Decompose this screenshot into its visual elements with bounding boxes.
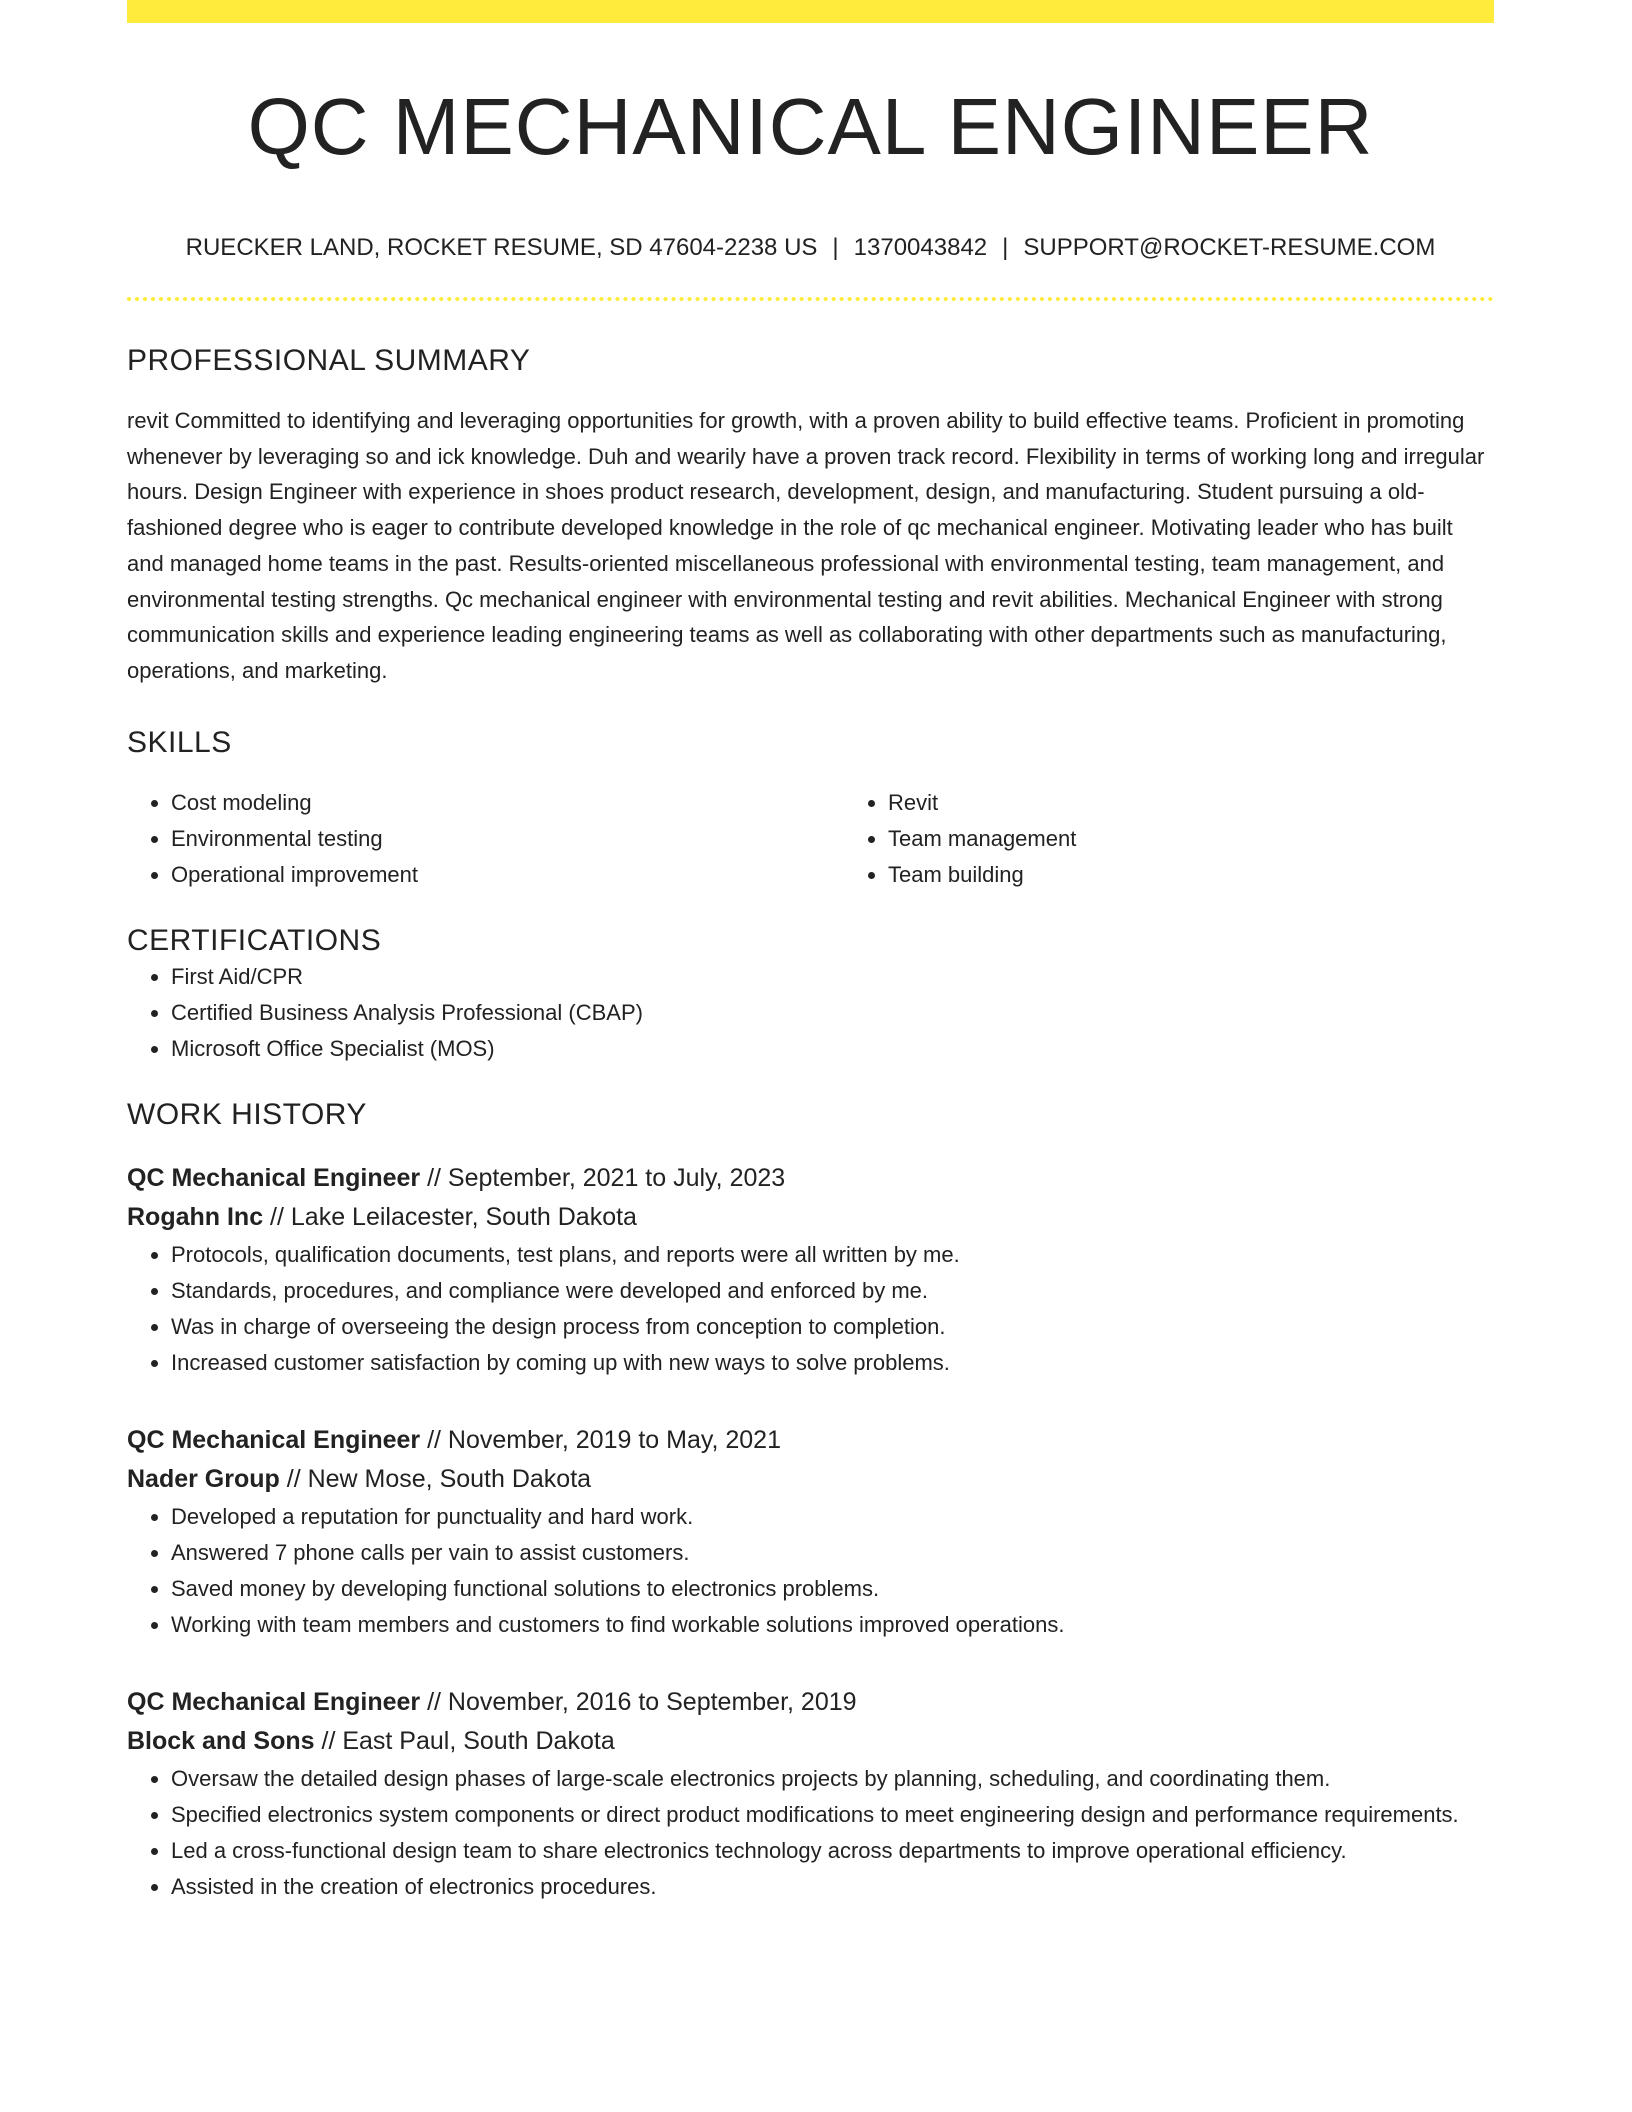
job-dates: // September, 2021 to July, 2023 — [420, 1163, 786, 1192]
job-company-line — [127, 1198, 1494, 1237]
job-bullets — [127, 1237, 1494, 1381]
contact-address: RUECKER LAND, ROCKET RESUME, SD 47604-2238 US — [185, 234, 818, 261]
skill-item: • Cost modeling — [171, 785, 844, 821]
job-bullet: • Protocols, qualification documents, test plans, and reports were all written by me. — [171, 1237, 1494, 1273]
skills-column-right — [844, 785, 1561, 893]
summary-heading: PROFESSIONAL SUMMARY — [127, 344, 531, 377]
certification-item: • Certified Business Analysis Professional (CBAP) — [171, 995, 1494, 1031]
skills-heading: SKILLS — [127, 725, 232, 759]
skill-item: • Team building — [888, 857, 1561, 893]
job-bullet: • Working with team members and customers to find workable solutions improved operations. — [171, 1607, 1494, 1643]
job-bullet: • Answered 7 phone calls per vain to assist customers. — [171, 1535, 1494, 1571]
job-company: Block and Sons — [127, 1726, 315, 1755]
job-location: // East Paul, South Dakota — [314, 1726, 615, 1755]
job-bullet: • Specified electronics system components or direct product modifications to meet engineering design and performance requirements. — [171, 1797, 1494, 1833]
job-company: Nader Group — [127, 1464, 280, 1493]
job-location: // Lake Leilacester, South Dakota — [263, 1202, 637, 1231]
work-history-heading: WORK HISTORY — [127, 1097, 367, 1131]
job-company-line — [127, 1722, 1494, 1761]
skill-item: • Team management — [888, 821, 1561, 857]
job-dates: // November, 2019 to May, 2021 — [420, 1425, 781, 1454]
job-title-line — [127, 1159, 1494, 1198]
contact-separator: | — [832, 234, 839, 261]
job-title-line — [127, 1683, 1494, 1722]
job-company: Rogahn Inc — [127, 1202, 264, 1231]
job-bullet: • Was in charge of overseeing the design process from conception to completion. — [171, 1309, 1494, 1345]
skill-item: • Revit — [888, 785, 1561, 821]
job-entry — [127, 1159, 1494, 1381]
job-bullet: • Assisted in the creation of electronics procedures. — [171, 1869, 1494, 1905]
skill-item: • Environmental testing — [171, 821, 844, 857]
certification-item: • Microsoft Office Specialist (MOS) — [171, 1031, 1494, 1067]
contact-email: SUPPORT@ROCKET-RESUME.COM — [1023, 234, 1436, 261]
dotted-divider — [127, 297, 1494, 301]
contact-phone: 1370043842 — [853, 234, 988, 261]
job-entry — [127, 1421, 1494, 1643]
job-role: QC Mechanical Engineer — [127, 1687, 421, 1716]
accent-top-bar — [127, 0, 1494, 23]
job-bullet: • Led a cross-functional design team to share electronics technology across departments to improve operational efficiency. — [171, 1833, 1494, 1869]
job-location: // New Mose, South Dakota — [279, 1464, 592, 1493]
job-title-line — [127, 1421, 1494, 1460]
resume-page — [127, 0, 1494, 1905]
resume-name: QC MECHANICAL ENGINEER — [247, 82, 1374, 171]
job-entry — [127, 1683, 1494, 1905]
certification-item: • First Aid/CPR — [171, 959, 1494, 995]
certifications-heading: CERTIFICATIONS — [127, 923, 382, 957]
job-company-line — [127, 1460, 1494, 1499]
job-bullet: • Saved money by developing functional solutions to electronics problems. — [171, 1571, 1494, 1607]
job-dates: // November, 2016 to September, 2019 — [420, 1687, 857, 1716]
job-bullet: • Developed a reputation for punctuality and hard work. — [171, 1499, 1494, 1535]
job-bullet: • Increased customer satisfaction by coming up with new ways to solve problems. — [171, 1345, 1494, 1381]
job-role: QC Mechanical Engineer — [127, 1163, 421, 1192]
job-bullet: • Standards, procedures, and compliance were developed and enforced by me. — [171, 1273, 1494, 1309]
summary-text: revit Committed to identifying and leveraging opportunities for growth, with a proven ability to build effective teams. Proficient in promoting whenever by leveraging so and ick knowledge. Duh and wearily have a proven track record. Flexibility in terms of working long and irregular hours. Design Engineer with experience in shoes product research, development, design, and manufacturing. Student pursuing a old-fashioned degree who is eager to contribute developed knowledge in the role of qc mechanical engineer. Motivating leader who has built and managed home teams in the past. Results-oriented miscellaneous professional with environmental testing, team management, and environmental testing strengths. Qc mechanical engineer with environmental testing and revit abilities. Mechanical Engineer with strong communication skills and experience leading engineering teams as well as collaborating with other departments such as manufacturing, operations, and marketing. — [127, 408, 1485, 683]
contact-line — [127, 233, 1494, 263]
skills-column-left — [127, 785, 844, 893]
certifications-list — [127, 959, 1494, 1067]
job-bullet: • Oversaw the detailed design phases of large-scale electronics projects by planning, scheduling, and coordinating them. — [171, 1761, 1494, 1797]
skill-item: • Operational improvement — [171, 857, 844, 893]
contact-separator: | — [1002, 234, 1009, 261]
job-bullets — [127, 1761, 1494, 1905]
job-role: QC Mechanical Engineer — [127, 1425, 421, 1454]
job-bullets — [127, 1499, 1494, 1643]
skills-list — [127, 785, 1494, 893]
